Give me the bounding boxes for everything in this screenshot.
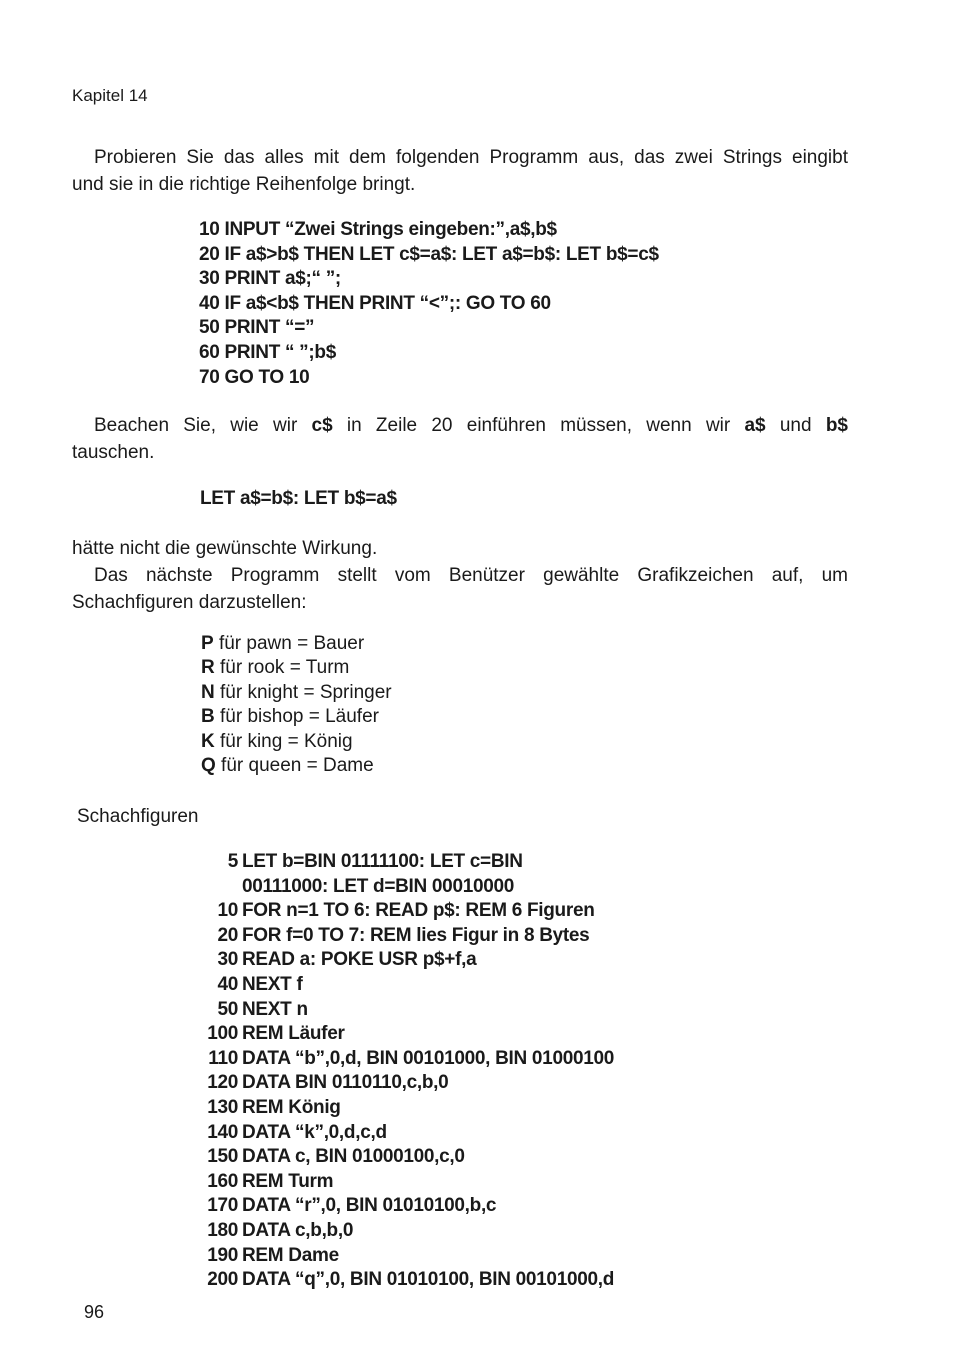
line-number: 150 (207, 1146, 238, 1168)
code-text: DATA “q”,0, BIN 01010100, BIN 00101000,d (242, 1269, 615, 1291)
page-number: 96 (84, 1302, 105, 1322)
note-paragraph (72, 412, 848, 466)
program-2 (192, 850, 614, 1293)
code-line (192, 1194, 614, 1219)
code-text: FOR n=1 TO 6: READ p$: REM 6 Figuren (242, 900, 595, 922)
code-text: REM Turm (242, 1170, 334, 1192)
note-bold-var: c$ (311, 415, 333, 436)
line-number: 50 (217, 998, 238, 1020)
line-number: 20 (217, 924, 238, 946)
code-text: DATA c, BIN 01000100,c,0 (242, 1146, 465, 1168)
after-line-2: Das nächste Programm stellt vom Benützer gewählte Grafikzeichen auf, um (94, 565, 848, 586)
code-line (192, 998, 614, 1023)
code-line (192, 948, 614, 973)
code-line (192, 1047, 614, 1072)
after-paragraph (72, 535, 848, 616)
code-line: 60 PRINT “ ”;b$ (199, 341, 336, 363)
code-line (192, 850, 614, 875)
piece-text: für rook = Turm (214, 657, 350, 679)
after-line-3: Schachfiguren darzustellen: (72, 592, 307, 613)
code-text: DATA “b”,0,d, BIN 00101000, BIN 01000100 (242, 1047, 615, 1069)
code-text: 00111000: LET d=BIN 00010000 (242, 875, 515, 897)
line-number: 120 (207, 1072, 238, 1094)
code-text: LET b=BIN 01111100: LET c=BIN (242, 851, 523, 872)
code-text: DATA BIN 0110110,c,b,0 (242, 1072, 449, 1094)
piece-item (201, 681, 392, 705)
line-number: 190 (207, 1244, 238, 1266)
example-code-line: LET a$=b$: LET b$=a$ (200, 488, 397, 509)
code-text: FOR f=0 TO 7: REM lies Figur in 8 Bytes (242, 924, 590, 946)
code-line (192, 1096, 614, 1121)
intro-line-2: und sie in die richtige Reihenfolge bringt. (72, 174, 416, 195)
note-bold-var: a$ (744, 415, 766, 436)
code-text: REM Läufer (242, 1023, 345, 1045)
code-text: NEXT n (242, 998, 308, 1020)
note-text: Beachen Sie, wie wir (94, 415, 312, 436)
code-text: REM Dame (242, 1244, 339, 1266)
code-line (192, 1268, 614, 1293)
code-line (192, 1071, 614, 1096)
piece-item (201, 730, 392, 754)
code-line (192, 1219, 614, 1244)
line-number: 5 (227, 851, 238, 872)
code-line: 10 INPUT “Zwei Strings eingeben:”,a$,b$ (199, 219, 557, 240)
intro-paragraph (72, 144, 848, 198)
line-number: 140 (207, 1121, 238, 1143)
intro-line-1: Probieren Sie das alles mit dem folgenden Programm aus, das zwei Strings eingibt (94, 147, 848, 168)
after-line-1: hätte nicht die gewünschte Wirkung. (72, 538, 378, 559)
code-line (192, 973, 614, 998)
code-text: REM König (242, 1096, 341, 1118)
chess-pieces-list (201, 632, 392, 778)
code-line (192, 875, 614, 900)
note-text: und (765, 415, 826, 436)
code-line: 50 PRINT “=” (199, 317, 315, 339)
line-number: 200 (207, 1269, 238, 1291)
piece-key: R (201, 657, 215, 679)
piece-key: Q (201, 755, 216, 777)
piece-item (201, 656, 392, 680)
line-number: 10 (217, 900, 238, 922)
note-line-1 (72, 412, 848, 439)
code-line: 30 PRINT a$;“ ”; (199, 268, 341, 290)
code-line: 40 IF a$<b$ THEN PRINT “<”;: GO TO 60 (199, 292, 551, 314)
code-text: DATA “k”,0,d,c,d (242, 1121, 387, 1143)
code-line (192, 1022, 614, 1047)
code-line: 70 GO TO 10 (199, 366, 310, 388)
code-text: NEXT f (242, 973, 303, 995)
piece-text: für queen = Dame (215, 755, 374, 777)
code-line: 20 IF a$>b$ THEN LET c$=a$: LET a$=b$: LET b$=c$ (199, 243, 659, 265)
code-text: READ a: POKE USR p$+f,a (242, 949, 477, 971)
piece-text: für king = König (214, 730, 353, 752)
piece-key: P (201, 633, 214, 654)
piece-item (201, 754, 392, 778)
code-text: DATA “r”,0, BIN 01010100,b,c (242, 1195, 497, 1217)
code-line (192, 924, 614, 949)
line-number: 170 (207, 1195, 238, 1217)
note-text: in Zeile 20 einführen müssen, wenn wir (332, 415, 745, 436)
line-number: 40 (217, 973, 238, 995)
line-number: 180 (207, 1219, 238, 1241)
code-line (192, 1170, 614, 1195)
piece-text: für bishop = Läufer (214, 706, 379, 728)
line-number: 160 (207, 1170, 238, 1192)
program-1 (199, 218, 659, 390)
chapter-header: Kapitel 14 (72, 86, 148, 105)
code-line (192, 1145, 614, 1170)
piece-key: N (201, 681, 215, 703)
code-line (192, 1244, 614, 1269)
piece-text: für knight = Springer (214, 681, 392, 703)
note-line-2: tauschen. (72, 442, 155, 463)
line-number: 110 (208, 1047, 238, 1069)
code-line (192, 899, 614, 924)
piece-text: für pawn = Bauer (213, 633, 365, 654)
line-number: 30 (217, 949, 238, 971)
section-label: Schachfiguren (77, 806, 199, 827)
line-number: 100 (207, 1023, 238, 1045)
code-line (192, 1121, 614, 1146)
note-bold-var: b$ (825, 415, 848, 436)
line-number: 130 (207, 1096, 238, 1118)
piece-key: B (201, 706, 215, 728)
piece-item (201, 705, 392, 729)
piece-item (201, 632, 392, 656)
piece-key: K (201, 730, 215, 752)
code-text: DATA c,b,b,0 (242, 1219, 354, 1241)
